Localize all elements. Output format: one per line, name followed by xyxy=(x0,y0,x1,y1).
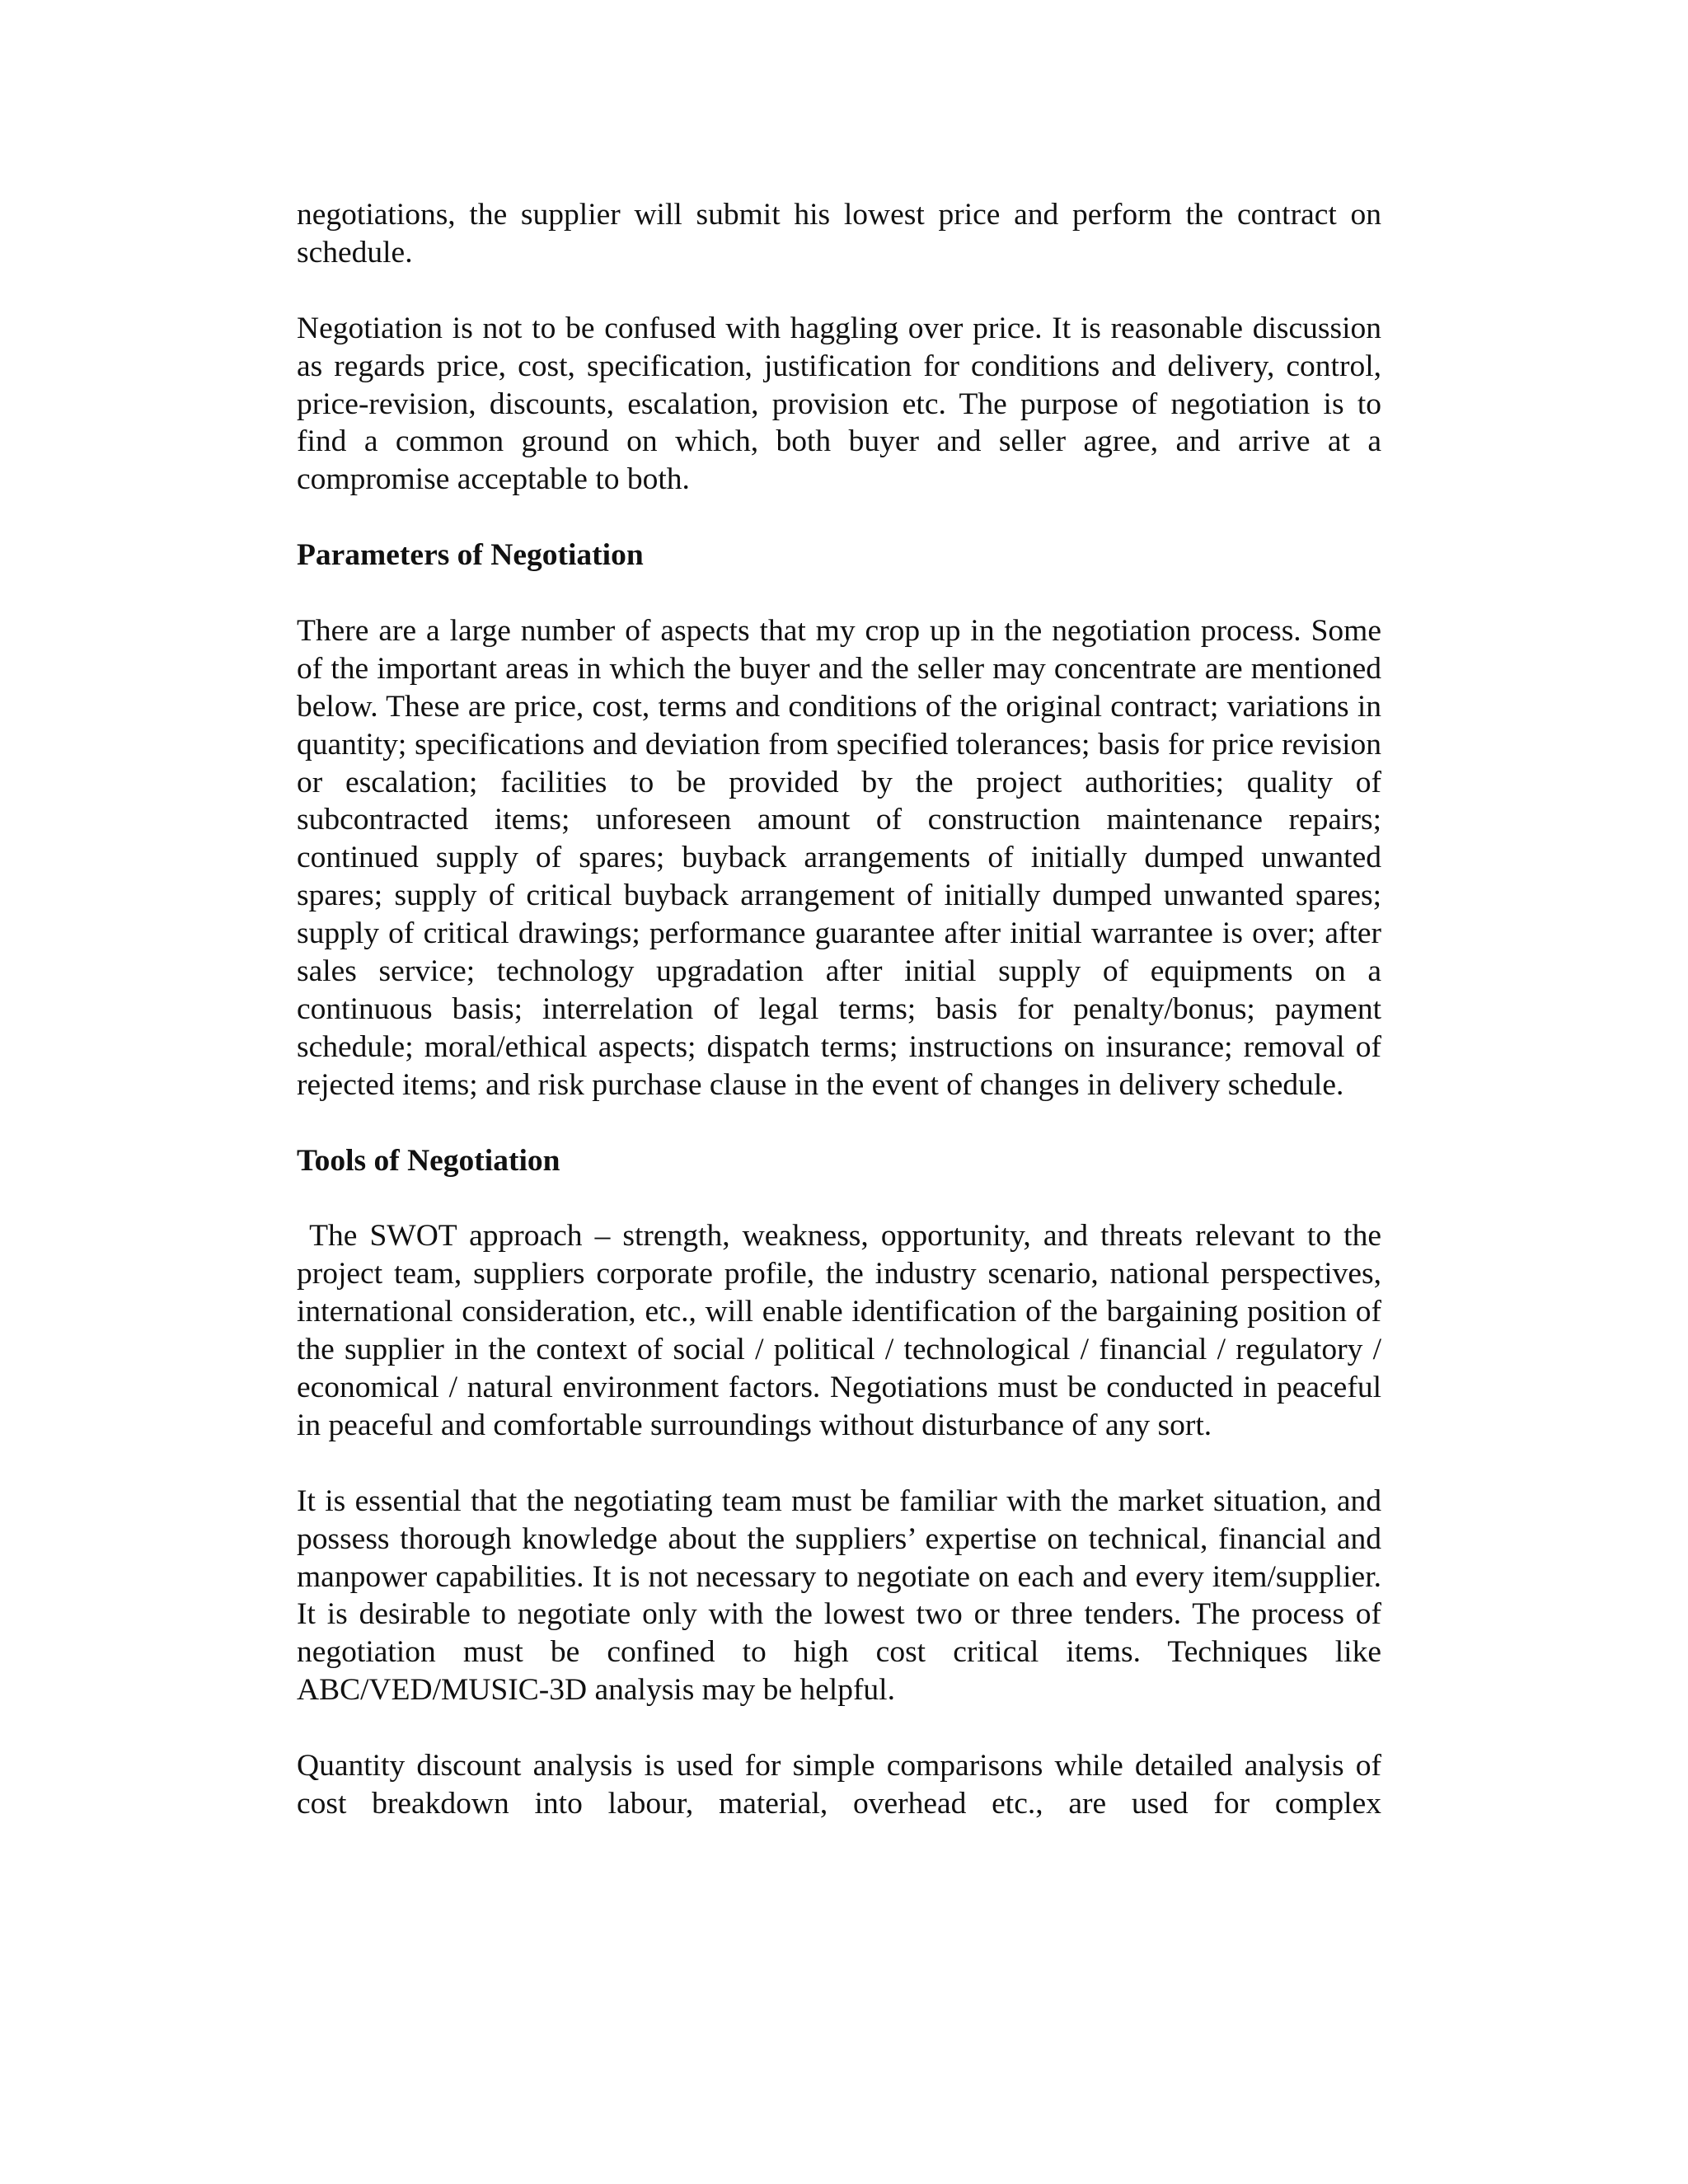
page-body xyxy=(297,196,1390,1861)
paragraph-quantity-discount: Quantity discount analysis is used for simple comparisons while detailed analysis of cost breakdown into labour, material, overhead etc., are used for complex xyxy=(297,1749,1381,1821)
paragraph-parameters: There are a large number of aspects that my crop up in the negotiation process. Some of the important areas in which the buyer and the seller may concentrate are mentioned below. These are price, cost, terms and conditions of the original contract; variations in quantity; specifications and deviation from specified tolerances; basis for price revision or escalation; facilities to be provided by the project authorities; quality of subcontracted items; unforeseen amount of construction maintenance repairs; continued supply of spares; buyback arrangements of initially dumped unwanted spares; supply of critical buyback arrangement of initially dumped unwanted spares; supply of critical drawings; performance guarantee after initial warrantee is over; after sales service; technology upgradation after initial supply of equipments on a continuous basis; interrelation of legal terms; basis for penalty/bonus; payment schedule; moral/ethical aspects; dispatch terms; instructions on insurance; removal of rejected items; and risk purchase clause in the event of changes in delivery schedule. xyxy=(297,613,1381,1102)
heading-tools-of-negotiation: Tools of Negotiation xyxy=(297,1143,560,1178)
paragraph-negotiation-definition: Negotiation is not to be confused with haggling over price. It is reasonable discussion as regards price, cost, specification, justification for conditions and delivery, control, price-revision, discounts, escalation, provision etc. The purpose of negotiation is to find a common ground on which, both buyer and seller agree, and arrive at a compromise acceptable to both. xyxy=(297,311,1381,497)
heading-parameters-of-negotiation: Parameters of Negotiation xyxy=(297,538,644,573)
paragraph-swot-approach: The SWOT approach – strength, weakness, opportunity, and threats relevant to the project team, suppliers corporate profile, the industry scenario, national perspectives, international consideration, etc., will enable identification of the bargaining position of the supplier in the context of social / political / technological / financial / regulatory / economical / natural environment factors. Negotiations must be conducted in peaceful in peaceful and comfortable surroundings without disturbance of any sort. xyxy=(297,1219,1390,1442)
paragraph-negotiating-team: It is essential that the negotiating team must be familiar with the market situation, and possess thorough knowledge about the suppliers’ expertise on technical, financial and manpower capabilities. It is not necessary to negotiate on each and every item/supplier. It is desirable to negotiate only with the lowest two or three tenders. The process of negotiation must be confined to high cost critical items. Techniques like ABC/VED/MUSIC-3D analysis may be helpful. xyxy=(297,1483,1381,1708)
paragraph-continuation: negotiations, the supplier will submit his lowest price and perform the contract on schedule. xyxy=(297,198,1381,269)
